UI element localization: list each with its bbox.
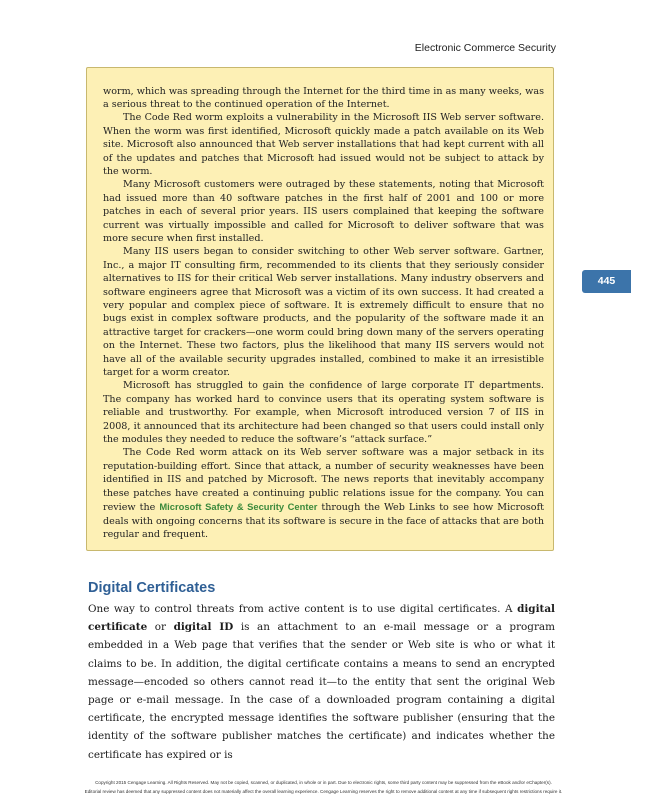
box-paragraph-2: The Code Red worm exploits a vulnerability in the Microsoft IIS Web server software. When the worm was first identified, Microsoft quickly made a patch available on its Web site. Microsoft also announced that Web server installations that had kept current with all of the updates and patches that Microsoft had issued would not be subject to attack by the worm. — [103, 112, 544, 177]
footer-copyright-line-1: Copyright 2015 Cengage Learning. All Rights Reserved. May not be copied, scanned, or duplicated, in whole or in part. Due to electronic rights, some third party content may be suppressed from the eBook and/or eChapter(s). — [95, 780, 552, 785]
body-paragraph — [88, 600, 555, 764]
body-text — [88, 600, 555, 764]
or-connector: or — [147, 621, 174, 634]
body-paragraph-start: One way to control threats from active content is to use digital certificates. A — [88, 603, 518, 615]
footer-copyright-line-2: Editorial review has deemed that any suppressed content does not materially affect the overall learning experience. Cengage Learning reserves the right to remove additional content at any time if subsequent rights restrictions require it. — [84, 789, 563, 794]
box-paragraph-6-start: The Code Red worm attack on its Web server software was a major setback in its reputation-building effort. Since that attack, a number of security weaknesses have been identified in IIS and patched by Microsoft. The news reports that inevitably accompany these patches have created a continuing public relations issue for the company. You can review the — [103, 447, 544, 514]
box-paragraph-6-end: through the Web Links to see how Microsoft deals with ongoing concerns that its software is secure in the face of attacks that are both regular and frequent. — [103, 502, 544, 540]
box-paragraph-5: Microsoft has struggled to gain the confidence of large corporate IT departments. The company has worked hard to convince users that its operating system software is reliable and trustworthy. For example, when Microsoft introduced version 7 of IIS in 2008, it announced that its architecture had been changed so that users could install only the modules they needed to reduce the software’s “attack surface.” — [103, 380, 544, 446]
sidebar-box-text — [103, 85, 544, 542]
box-paragraph-1: worm, which was spreading through the Internet for the third time in as many weeks, was a serious threat to the continued operation of the Internet. — [103, 85, 544, 110]
term-digital-id: digital ID — [173, 621, 234, 634]
running-head: Electronic Commerce Security — [414, 42, 556, 54]
page-number-tab: 445 — [582, 270, 631, 293]
body-paragraph-rest: is an attachment to an e-mail message or a program embedded in a Web page that verifies that the sender or Web site is who or what it claims to be. In addition, the digital certificate contains a means to send an encrypted message—encoded so others cannot read it—to the entity that sent the original Web page or e-mail message. In the case of a downloaded program containing a digital certificate, the encrypted message identifies the software publisher (ensuring that the identity of the software publisher matches the certificate) and indicates whether the certificate has expired or is — [88, 621, 555, 761]
safety-center-link[interactable]: Microsoft Safety & Security Center — [159, 501, 318, 513]
box-paragraph-3: Many Microsoft customers were outraged by these statements, noting that Microsoft had issued more than 40 software patches in the first half of 2001 and 100 or more patches in each of several prior years. IIS users complained that keeping the software current was virtually impossible and called for Microsoft to deliver software that was more secure when first installed. — [103, 179, 544, 244]
term-digital-certificate: digital certificate — [88, 603, 555, 634]
section-heading: Digital Certificates — [88, 580, 216, 596]
box-paragraph-6 — [103, 446, 544, 541]
box-paragraph-4: Many IIS users began to consider switching to other Web server software. Gartner, Inc., a major IT consulting firm, recommended to its clients that they seriously consider alternatives to IIS for their critical Web server installations. Many industry observers and software engineers agree that Microsoft was a victim of its own success. It had created a very popular and complex piece of software. It is extremely difficult to ensure that no bugs exist in complex software products, and the popularity of the software made it an attractive target for crackers—one worm could bring down many of the servers operating on the Internet. These two factors, plus the likelihood that many IIS servers would not have all of the available security upgrades installed, combined to make it an irresistible target for a worm creator. — [103, 246, 544, 379]
